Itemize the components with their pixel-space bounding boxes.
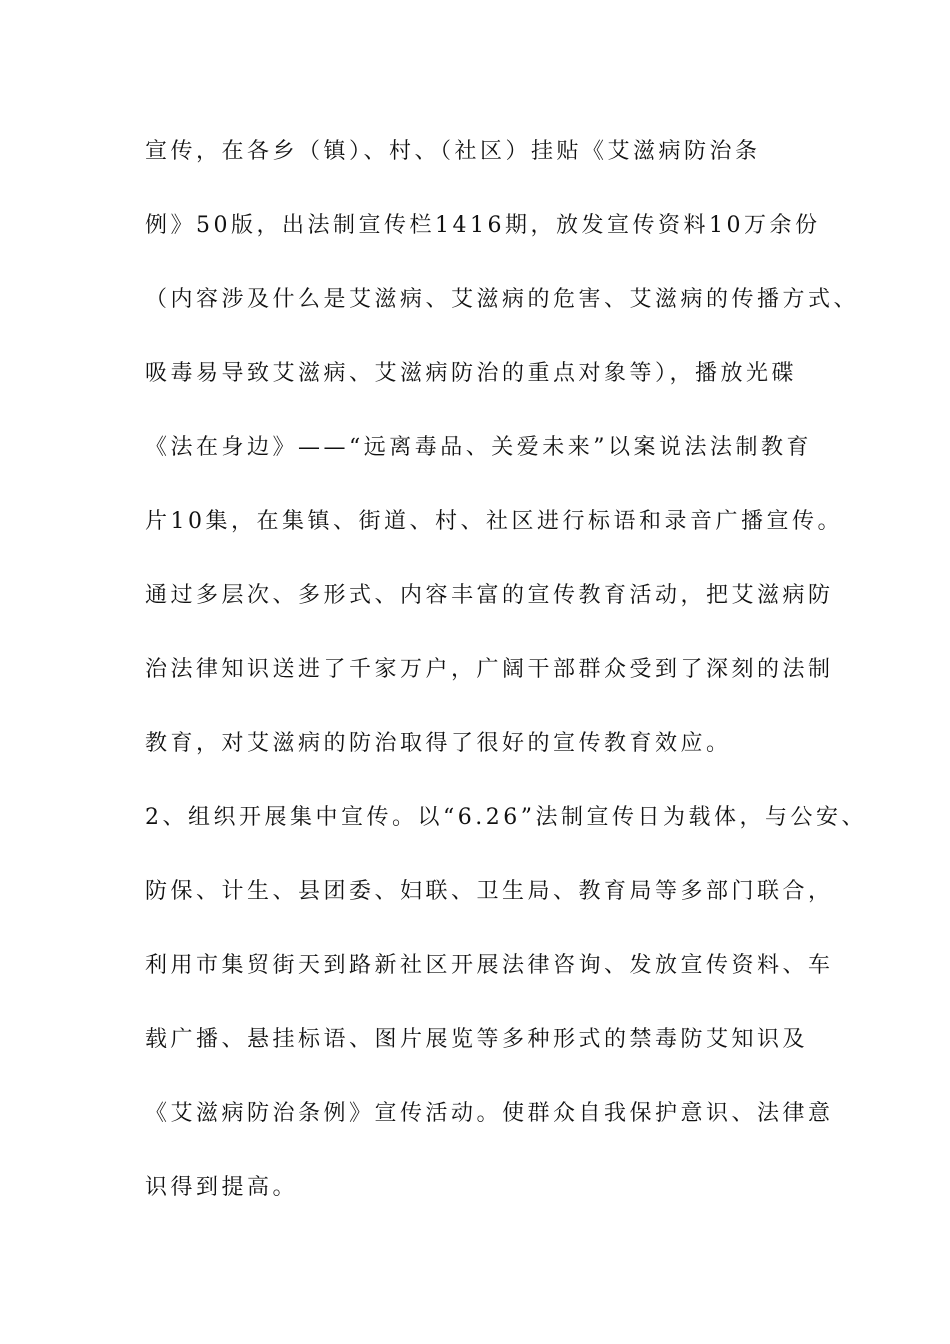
text-line: 《法在身边》——“远离毒品、关爱未来”以案说法法制教育: [145, 435, 812, 460]
text-line: （内容涉及什么是艾滋病、艾滋病的危害、艾滋病的传播方式、: [145, 287, 860, 312]
text-line: 《艾滋病防治条例》宣传活动。使群众自我保护意识、法律意: [145, 1101, 834, 1126]
text-line: 片10集，在集镇、街道、村、社区进行标语和录音广播宣传。: [145, 509, 843, 534]
text-line: 识得到提高。: [145, 1175, 299, 1200]
text-line: 宣传，在各乡（镇）、村、（社区）挂贴《艾滋病防治条: [145, 139, 761, 164]
text-line: 治法律知识送进了千家万户，广阔干部群众受到了深刻的法制: [145, 657, 834, 682]
text-line: 教育，对艾滋病的防治取得了很好的宣传教育效应。: [145, 731, 732, 756]
text-line: 通过多层次、多形式、内容丰富的宣传教育活动，把艾滋病防: [145, 583, 834, 608]
text-line: 例》50版，出法制宣传栏1416期，放发宣传资料10万余份: [145, 213, 821, 238]
text-line: 载广播、悬挂标语、图片展览等多种形式的禁毒防艾知识及: [145, 1027, 809, 1052]
text-line: 利用市集贸街天到路新社区开展法律咨询、发放宣传资料、车: [145, 953, 834, 978]
text-line: 吸毒易导致艾滋病、艾滋病防治的重点对象等），播放光碟: [145, 361, 798, 386]
text-line: 防保、计生、县团委、妇联、卫生局、教育局等多部门联合，: [145, 879, 834, 904]
text-line: 2、组织开展集中宣传。以“6.26”法制宣传日为载体，与公安、: [145, 805, 867, 830]
